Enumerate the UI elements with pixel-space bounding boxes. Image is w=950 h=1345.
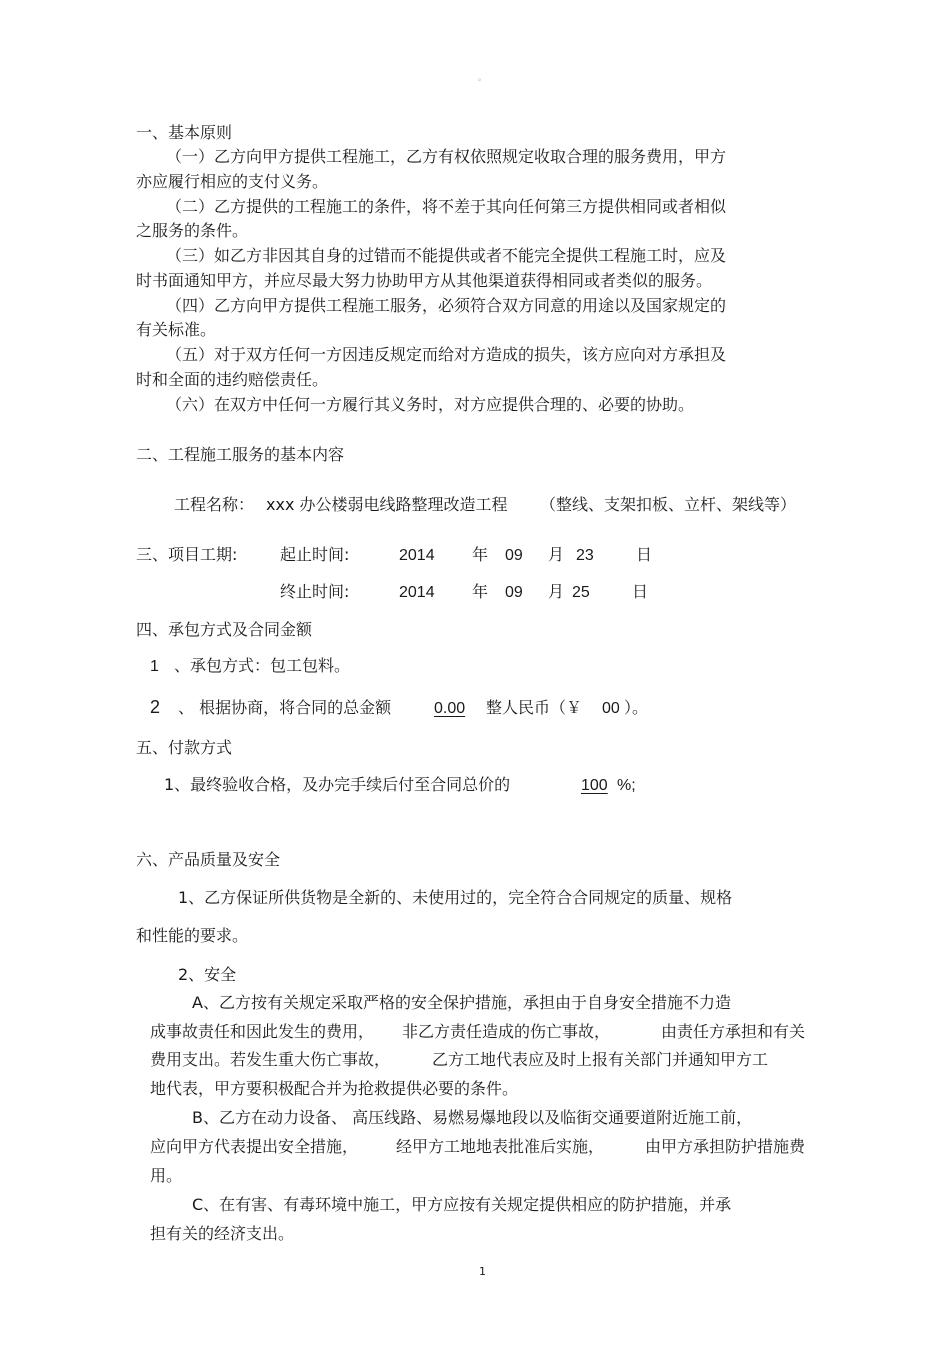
end-year-unit: 年	[472, 582, 489, 601]
s1-p4-line2: 有关标准。	[136, 320, 217, 339]
start-day-unit: 日	[636, 545, 653, 564]
s4-item1-number: 1	[150, 658, 159, 675]
safety-b-line2-part3: 由甲方承担防护措施费	[645, 1137, 806, 1156]
s1-p3-line1: （三）如乙方非因其自身的过错而不能提供或者不能完全提供工程施工时，应及	[166, 246, 727, 265]
page-number: 1	[479, 1265, 486, 1278]
section-6-title: 六、产品质量及安全	[136, 850, 281, 869]
end-date-label: 终止时间:	[280, 582, 350, 601]
end-day-unit: 日	[632, 582, 649, 601]
safety-a-line2-part2: 非乙方责任造成的伤亡事故，	[402, 1022, 611, 1041]
project-scope: （整线、支架扣板、立杆、架线等）	[540, 495, 797, 514]
safety-a-line1: A、乙方按有关规定采取严格的安全保护措施，承担由于自身安全措施不力造	[192, 993, 731, 1012]
safety-b-line1: B、乙方在动力设备、 高压线路、易燃易爆地段以及临街交通要道附近施工前，	[192, 1108, 753, 1127]
payment-percent-suffix: %;	[617, 777, 636, 794]
s1-p2-line2: 之服务的条件。	[136, 221, 249, 240]
amount-close: ）。	[624, 698, 649, 717]
s1-p5-line1: （五）对于双方任何一方因违反规定而给对方造成的损失，该方应向对方承担及	[166, 345, 727, 364]
project-name: xxx 办公楼弱电线路整理改造工程	[266, 495, 508, 514]
end-month: 09	[505, 584, 523, 601]
header-mark: 。	[478, 73, 486, 82]
s1-p4-line1: （四）乙方向甲方提供工程施工服务，必须符合双方同意的用途以及国家规定的	[166, 296, 727, 315]
s1-p5-line2: 时和全面的违约赔偿责任。	[136, 370, 329, 389]
safety-a-line2-part1: 成事故责任和因此发生的费用，	[150, 1022, 375, 1041]
section-3-title: 三、项目工期:	[136, 545, 238, 564]
safety-b-line2-part2: 经甲方工地地表批准后实施，	[396, 1137, 605, 1156]
s4-item2-number: 2	[150, 697, 161, 717]
start-day: 23	[576, 547, 594, 564]
safety-c-line2: 担有关的经济支出。	[150, 1224, 295, 1243]
amount-currency-text: 整人民币（￥	[486, 698, 583, 717]
s1-p1-line2: 亦应履行相应的支付义务。	[136, 172, 329, 191]
s4-item1-text: 、承包方式：包工包料。	[174, 656, 351, 675]
safety-a-line2-part3: 由责任方承担和有关	[661, 1022, 806, 1041]
safety-a-line3-part2: 乙方工地代表应及时上报有关部门并通知甲方工	[432, 1050, 769, 1069]
payment-percent: 100	[581, 777, 608, 794]
s6-item2-title: 2、安全	[178, 965, 237, 984]
project-name-label: 工程名称：	[174, 495, 255, 514]
start-year: 2014	[399, 547, 435, 564]
amount-yen-value: 00	[602, 700, 620, 717]
start-month-unit: 月	[548, 545, 565, 564]
section-1-title: 一、基本原则	[136, 123, 233, 142]
end-month-unit: 月	[548, 582, 565, 601]
payment-item-1: 1、最终验收合格，及办完手续后付至合同总价的	[164, 775, 511, 794]
start-date-label: 起止时间:	[280, 545, 350, 564]
section-2-title: 二、工程施工服务的基本内容	[136, 445, 345, 464]
s4-item2-text: 、 根据协商，将合同的总金额	[178, 698, 392, 717]
s1-p6: （六）在双方中任何一方履行其义务时，对方应提供合理的、必要的协助。	[166, 395, 695, 414]
safety-b-line2-part1: 应向甲方代表提出安全措施，	[150, 1137, 359, 1156]
s1-p1-line1: （一）乙方向甲方提供工程施工，乙方有权依照规定收取合理的服务费用，甲方	[166, 147, 727, 166]
s1-p3-line2: 时书面通知甲方，并应尽最大努力协助甲方从其他渠道获得相同或者类似的服务。	[136, 271, 713, 290]
contract-amount: 0.00	[434, 700, 466, 717]
safety-c-line1: C、在有害、有毒环境中施工，甲方应按有关规定提供相应的防护措施，并承	[192, 1195, 732, 1214]
section-4-title: 四、承包方式及合同金额	[136, 620, 313, 639]
end-day: 25	[572, 584, 590, 601]
s6-item1-line1: 1、乙方保证所供货物是全新的、未使用过的，完全符合合同规定的质量、规格	[178, 888, 733, 907]
s1-p2-line1: （二）乙方提供的工程施工的条件，将不差于其向任何第三方提供相同或者相似	[166, 197, 727, 216]
safety-b-line3: 用。	[150, 1166, 183, 1185]
section-5-title: 五、付款方式	[136, 738, 233, 757]
safety-a-line4: 地代表，甲方要积极配合并为抢救提供必要的条件。	[150, 1079, 519, 1098]
safety-a-line3-part1: 费用支出。若发生重大伤亡事故，	[150, 1050, 391, 1069]
end-year: 2014	[399, 584, 435, 601]
start-year-unit: 年	[472, 545, 489, 564]
s6-item1-line2: 和性能的要求。	[136, 926, 249, 945]
start-month: 09	[505, 547, 523, 564]
